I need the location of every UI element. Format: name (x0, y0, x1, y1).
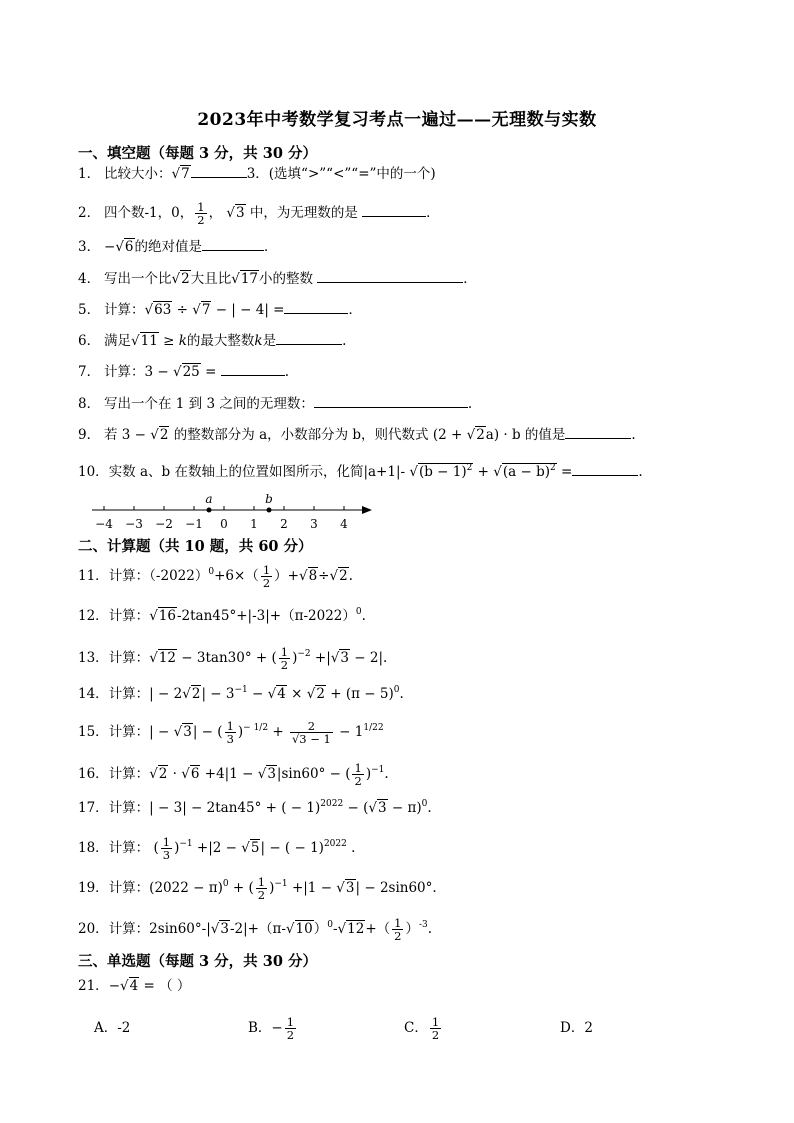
number-line-tick-label: 0 (220, 517, 228, 531)
answer-blank-7[interactable] (221, 362, 285, 376)
sqrt-3: √3 (226, 205, 245, 221)
sqrt-7: √7 (171, 166, 190, 182)
question-21: 21．−√4 = （ ） (78, 978, 191, 994)
number-line-figure (88, 490, 378, 536)
point-b-label: b (265, 492, 273, 506)
question-13: 13．计算：√12 − 3tan30° + ( $\frac{1}{2}$ )$^{-2}$ +|√3 − 2|. (78, 645, 388, 672)
answer-blank-3[interactable] (202, 237, 264, 251)
option-d[interactable]: D．2 (560, 1020, 593, 1036)
sqrt-6: √6 (115, 239, 134, 255)
question-14: 14．计算：| − $2√2| - 3^{-1} - √4 \times √2 + (\pi - 5)^0$. (78, 685, 404, 702)
point-b-dot (267, 508, 272, 513)
option-c[interactable]: C． $\frac{1}{2}$ (404, 1015, 440, 1042)
question-15: 15．计算：| − √3| − ( $\frac{1}{3}$ )$^{- 1/2}$ + $\frac{2}{√3 - 1}$ − $1^{1/22}$ (78, 719, 384, 746)
question-18: 18．计算： ( $\frac{1}{3}$ )$^{-1}$ +|2 − √5| − ( − 1)$^{2022}$ . (78, 835, 356, 862)
arrow-right-icon (362, 506, 372, 514)
answer-blank-5[interactable] (284, 300, 348, 314)
number-line-tick-label: 3 (310, 517, 318, 531)
answer-blank-9[interactable] (565, 425, 631, 439)
option-a[interactable]: A．-2 (94, 1020, 131, 1036)
answer-blank-8[interactable] (314, 394, 468, 408)
question-2: 2． 四个数-1，0， $\frac{1}{2}$ ， √3 中，为无理数的是 ． (78, 200, 440, 227)
number-line-tick-label: 2 (280, 517, 288, 531)
document-title: 2023年中考数学复习考点一遍过——无理数与实数 (197, 110, 597, 130)
question-1: 1． 比较大小：√7 3．(选填“>”“<”“=”中的一个) (78, 166, 436, 182)
question-17: 17．计算：| − 3| − 2tan45° + ( − $1)^{2022} - (√3 - \pi)^0$. (78, 799, 432, 816)
question-7: 7． 计算：3 − √25 = . (78, 364, 289, 380)
question-5: 5． 计算：√63 ÷ √7 − | − 4| = ． (78, 302, 362, 318)
question-11: 11．计算：$(-2022)^0+6\times$（ $\frac{1}{2}$ ）+√8÷√2. (78, 563, 353, 590)
answer-blank-4[interactable] (317, 269, 463, 283)
point-a-label: a (205, 492, 213, 506)
number-line-tick-label: 1 (250, 517, 258, 531)
question-9: 9． 若 3 − √2 的整数部分为 a，小数部分为 b，则代数式 (2 + √2a) · b 的值是 . (78, 427, 636, 443)
question-3: 3． −√6的绝对值是 ． (78, 239, 278, 255)
question-8: 8． 写出一个在 1 到 3 之间的无理数： . (78, 396, 473, 412)
question-20: 20．计算：$2\sin 60^\circ-|√3-2|+(\pi-√10)^0-√12+$（ $\frac{1}{2}$ ）$^{-3}$. (78, 916, 433, 943)
section-heading-calculation: 二、计算题（共 10 题，共 60 分） (78, 538, 313, 555)
number-line-tick-label: −1 (185, 517, 203, 531)
section-heading-single-choice: 三、单选题（每题 3 分，共 30 分） (78, 953, 317, 970)
number-line-tick-label: −4 (95, 517, 113, 531)
answer-blank-1[interactable] (191, 164, 247, 178)
number-line-tick-label: 4 (340, 517, 348, 531)
point-a-dot (207, 508, 212, 513)
answer-blank-6[interactable] (276, 331, 342, 345)
option-b[interactable]: B．− $\frac{1}{2}$ (248, 1015, 295, 1042)
question-10: 10．实数 a、b 在数轴上的位置如图所示，化简|a+1|- $√(b - 1)^2 + √(a - b)^2$ = . (78, 463, 643, 480)
section-heading-fill-in: 一、填空题（每题 3 分，共 30 分） (78, 145, 317, 162)
question-19: 19．计算：$(2022 - \pi)^0$ + ( $\frac{1}{2}$ )$^{-1}$ +|1 − √3| − 2sin60°. (78, 875, 437, 902)
fraction-one-half: $\frac{1}{2}$ (197, 200, 205, 227)
number-line-tick-label: −3 (125, 517, 143, 531)
number-line-tick-label: −2 (155, 517, 173, 531)
question-16: 16．计算：√2 · √6 +4|1 − √3|sin60° − ( $\frac{1}{2}$ )$^{-1}$. (78, 761, 389, 788)
question-4: 4． 写出一个比√2大且比√17小的整数 ． (78, 271, 477, 287)
answer-blank-2[interactable] (362, 203, 426, 217)
answer-blank-10[interactable] (572, 462, 638, 476)
question-6: 6． 满足√11 ≥ k的最大整数k是 . (78, 333, 347, 349)
question-12: 12．计算：$√16-2\tan 45^\circ+|-3|+(\pi-2022)^0$. (78, 607, 366, 624)
